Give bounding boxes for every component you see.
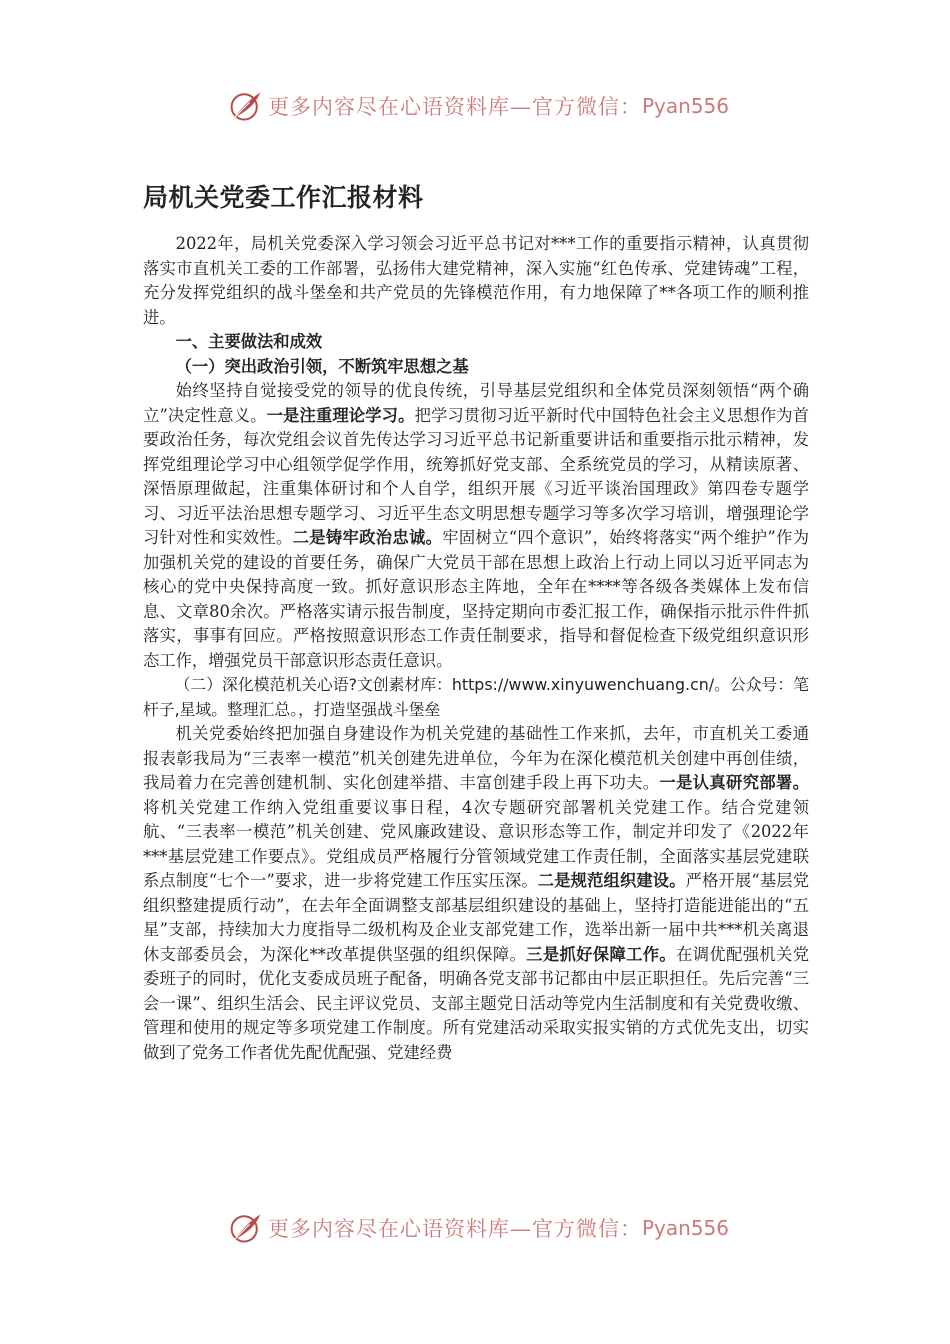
subsection-heading-2: （二）深化模范机关心语?文创素材库：https://www.xinyuwenchuang.cn/。公众号：笔杆子,星域。整理汇总。，打造坚强战斗堡垒 — [143, 675, 809, 719]
footer-banner — [228, 1208, 748, 1248]
text-run: 将机关党建工作纳入党组重要议事日程，4次专题研究部署机关党建工作。结合党建领航、“三表率一模范”机关创建、党风廉政建设、意识形态等工作，制定并印发了《2022年***基层党建工作要点》。党组成员严格履行分管领域党建工作责任制，全面落实基层党建联系点制度“七个一”要求，进一步将党建工作压实压深。 — [143, 797, 809, 890]
bold-lead: 一是注重理论学习。 — [266, 405, 415, 425]
text-run: 始终坚持自觉接受党的领导的优良传统，引导基层党组织和全体党员深刻领悟“两个确立”决定性意义。 — [143, 381, 809, 425]
text-run: 在调优配强机关党委班子的同时，优化支委成员班子配备，明确各党支部书记都由中层正职担任。先后完善“三会一课”、组织生活会、民主评议党员、支部主题党日活动等党内生活制度和有关党费收缴、管理和使用的规定等多项党建工作制度。所有党建活动采取实报实销的方式优先支出，切实做到了党务工作者优先配优配强、党建经费 — [143, 944, 809, 1062]
brand-text: 更多内容尽在心语资料库—官方微信： — [268, 95, 642, 119]
text-run: 牢固树立“四个意识”，始终将落实“两个维护”作为加强机关党的建设的首要任务，确保广大党员干部在思想上政治上行动上同以习近平同志为核心的党中央保持高度一致。抓好意识形态主阵地，全年在****等各级各类媒体上发布信息、文章80余次。严格落实请示报告制度，坚持定期向市委汇报工作，确保指示批示件件抓落实，事事有回应。严格按照意识形态工作责任制要求，指导和督促检查下级党组织意识形态工作，增强党员干部意识形态责任意识。 — [143, 528, 809, 670]
bold-lead: 二是铸牢政治忠诚。 — [292, 528, 443, 547]
document-body — [143, 232, 809, 1065]
document-title: 局机关党委工作汇报材料 — [143, 183, 424, 212]
text-run: 机关党委始终把加强自身建设作为机关党建的基础性工作来抓，去年，市直机关工委通报表彰我局为“三表率一模范”机关创建先进单位，今年为在深化模范机关创建中再创佳绩，我局着力在完善创建机制、实化创建举措、丰富创建手段上再下功夫。 — [143, 724, 809, 792]
bold-lead: 二是规范组织建设。 — [537, 871, 686, 890]
intro-paragraph: 2022年，局机关党委深入学习领会习近平总书记对***工作的重要指示精神，认真贯彻落实市直机关工委的工作部署，弘扬伟大建党精神，深入实施“红色传承、党建铸魂”工程，充分发挥党组织的战斗堡垒和共产党员的先锋模范作用，有力地保障了**各项工作的顺利推进。 — [143, 234, 809, 327]
bold-lead: 一是认真研究部署。 — [659, 773, 809, 792]
header-banner — [228, 86, 748, 126]
text-run: 严格开展“基层党组织整建提质行动”，在去年全面调整支部基层组织建设的基础上，坚持打造能进能出的“五星”支部，持续加大力度指导二级机构及企业支部党建工作，选举出新一届中共***机关离退休支部委员会，为深化**改革提供坚强的组织保障。 — [143, 871, 809, 964]
paragraph-1 — [143, 379, 809, 673]
subsection-heading-1: （一）突出政治引领，不断筑牢思想之基 — [175, 356, 469, 376]
feather-logo-icon — [228, 1210, 264, 1246]
brand-text: 更多内容尽在心语资料库—官方微信： — [268, 1217, 642, 1241]
feather-logo-icon — [228, 88, 264, 124]
wechat-id: Pyan556 — [642, 94, 730, 118]
bold-lead: 三是抓好保障工作。 — [526, 944, 677, 964]
wechat-id: Pyan556 — [642, 1216, 730, 1240]
section-heading: 一、主要做法和成效 — [175, 332, 323, 351]
text-run: 把学习贯彻习近平新时代中国特色社会主义思想作为首要政治任务，每次党组会议首先传达学习习近平总书记新重要讲话和重要指示批示精神，发挥党组理论学习中心组领学促学作用，统筹抓好党支部、全系统党员的学习，从精读原著、深悟原理做起，注重集体研讨和个人自学，组织开展《习近平谈治国理政》第四卷专题学习、习近平法治思想专题学习、习近平生态文明思想专题学习等多次学习培训，增强理论学习针对性和实效性。 — [143, 405, 809, 547]
paragraph-2 — [143, 722, 809, 1065]
